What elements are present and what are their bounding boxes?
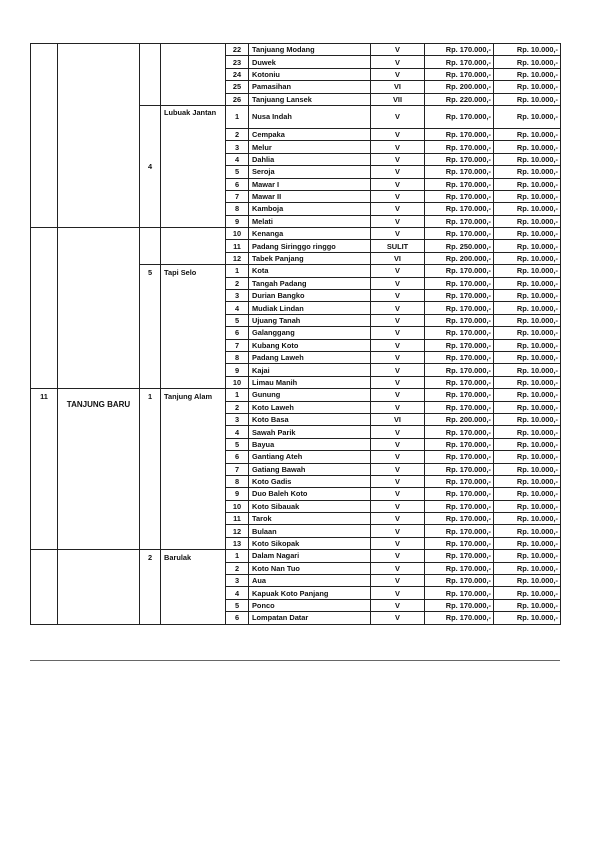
- fee-value: Rp. 170.000,-: [425, 463, 494, 475]
- cost-value: Rp. 10.000,-: [494, 550, 561, 562]
- row-number: 22: [226, 44, 249, 56]
- class-value: V: [371, 44, 425, 56]
- cost-value: Rp. 10.000,-: [494, 575, 561, 587]
- fee-value: Rp. 170.000,-: [425, 215, 494, 227]
- row-number: 9: [226, 215, 249, 227]
- fee-value: Rp. 170.000,-: [425, 550, 494, 562]
- fee-value: Rp. 170.000,-: [425, 389, 494, 401]
- fee-value: Rp. 170.000,-: [425, 575, 494, 587]
- row-number: 9: [226, 488, 249, 500]
- cost-value: Rp. 10.000,-: [494, 190, 561, 202]
- row-number: 8: [226, 203, 249, 215]
- class-value: V: [371, 351, 425, 363]
- fee-value: Rp. 200.000,-: [425, 252, 494, 264]
- village-name: Duo Baleh Koto: [249, 488, 371, 500]
- village-name: Mudiak Lindan: [249, 302, 371, 314]
- cost-value: Rp. 10.000,-: [494, 302, 561, 314]
- class-value: V: [371, 190, 425, 202]
- subdistrict-number: 4: [140, 105, 161, 227]
- row-number: 11: [226, 513, 249, 525]
- fee-value: Rp. 170.000,-: [425, 44, 494, 56]
- village-name: Padang Laweh: [249, 351, 371, 363]
- village-name: Mawar I: [249, 178, 371, 190]
- row-number: 2: [226, 401, 249, 413]
- row-number: 8: [226, 351, 249, 363]
- fee-value: Rp. 170.000,-: [425, 500, 494, 512]
- village-name: Tabek Panjang: [249, 252, 371, 264]
- class-value: V: [371, 438, 425, 450]
- row-number: 4: [226, 302, 249, 314]
- row-number: 6: [226, 178, 249, 190]
- cost-value: Rp. 10.000,-: [494, 401, 561, 413]
- cost-value: Rp. 10.000,-: [494, 525, 561, 537]
- class-value: V: [371, 228, 425, 240]
- village-name: Koto Basa: [249, 413, 371, 425]
- row-number: 6: [226, 612, 249, 624]
- row-number: 8: [226, 475, 249, 487]
- cost-value: Rp. 10.000,-: [494, 166, 561, 178]
- fee-value: Rp. 170.000,-: [425, 302, 494, 314]
- class-value: V: [371, 364, 425, 376]
- cost-value: Rp. 10.000,-: [494, 587, 561, 599]
- row-number: 5: [226, 314, 249, 326]
- fee-value: Rp. 170.000,-: [425, 401, 494, 413]
- row-number: 3: [226, 413, 249, 425]
- class-value: V: [371, 513, 425, 525]
- class-value: V: [371, 153, 425, 165]
- cost-value: Rp. 10.000,-: [494, 500, 561, 512]
- fee-value: Rp. 170.000,-: [425, 537, 494, 549]
- fee-value: Rp. 170.000,-: [425, 178, 494, 190]
- fee-value: Rp. 170.000,-: [425, 525, 494, 537]
- cost-value: Rp. 10.000,-: [494, 228, 561, 240]
- village-name: Melur: [249, 141, 371, 153]
- row-number: 13: [226, 537, 249, 549]
- village-name: Tangah Padang: [249, 277, 371, 289]
- subdistrict-name: Tanjung Alam: [161, 389, 226, 550]
- village-name: Aua: [249, 575, 371, 587]
- row-number: 3: [226, 575, 249, 587]
- village-name: Gatiang Bawah: [249, 463, 371, 475]
- fee-value: Rp. 170.000,-: [425, 190, 494, 202]
- row-number: 3: [226, 290, 249, 302]
- row-number: 10: [226, 500, 249, 512]
- class-value: VI: [371, 81, 425, 93]
- village-name: Mawar II: [249, 190, 371, 202]
- blank-cell: [31, 550, 58, 624]
- row-number: 1: [226, 550, 249, 562]
- village-name: Cempaka: [249, 128, 371, 140]
- fee-value: Rp. 170.000,-: [425, 376, 494, 388]
- blank-cell: [161, 228, 226, 265]
- village-name: Tanjuang Lansek: [249, 93, 371, 105]
- village-name: Kamboja: [249, 203, 371, 215]
- class-value: V: [371, 562, 425, 574]
- village-name: Koto Nan Tuo: [249, 562, 371, 574]
- row-number: 4: [226, 587, 249, 599]
- row-number: 10: [226, 228, 249, 240]
- class-value: V: [371, 451, 425, 463]
- fee-value: Rp. 170.000,-: [425, 364, 494, 376]
- class-value: V: [371, 475, 425, 487]
- class-value: V: [371, 290, 425, 302]
- cost-value: Rp. 10.000,-: [494, 178, 561, 190]
- village-name: Gunung: [249, 389, 371, 401]
- fee-value: Rp. 170.000,-: [425, 351, 494, 363]
- village-name: Limau Manih: [249, 376, 371, 388]
- cost-value: Rp. 10.000,-: [494, 44, 561, 56]
- row-number: 1: [226, 105, 249, 128]
- village-name: Sawah Parik: [249, 426, 371, 438]
- class-value: V: [371, 612, 425, 624]
- district-number: 11: [31, 389, 58, 550]
- cost-value: Rp. 10.000,-: [494, 376, 561, 388]
- cost-value: Rp. 10.000,-: [494, 203, 561, 215]
- cost-value: Rp. 10.000,-: [494, 451, 561, 463]
- class-value: V: [371, 265, 425, 277]
- blank-cell: [31, 44, 58, 228]
- fee-value: Rp. 200.000,-: [425, 413, 494, 425]
- fee-value: Rp. 170.000,-: [425, 587, 494, 599]
- cost-value: Rp. 10.000,-: [494, 537, 561, 549]
- table-row: [31, 389, 561, 401]
- fee-value: Rp. 170.000,-: [425, 105, 494, 128]
- class-value: V: [371, 550, 425, 562]
- village-name: Padang Siringgo ringgo: [249, 240, 371, 252]
- class-value: V: [371, 277, 425, 289]
- fee-value: Rp. 170.000,-: [425, 153, 494, 165]
- row-number: 6: [226, 327, 249, 339]
- cost-value: Rp. 10.000,-: [494, 81, 561, 93]
- cost-value: Rp. 10.000,-: [494, 475, 561, 487]
- fee-value: Rp. 170.000,-: [425, 488, 494, 500]
- table-row: [31, 550, 561, 562]
- cost-value: Rp. 10.000,-: [494, 351, 561, 363]
- cost-value: Rp. 10.000,-: [494, 488, 561, 500]
- village-name: Gantiang Ateh: [249, 451, 371, 463]
- village-name: Dahlia: [249, 153, 371, 165]
- cost-value: Rp. 10.000,-: [494, 252, 561, 264]
- class-value: V: [371, 166, 425, 178]
- fee-value: Rp. 220.000,-: [425, 93, 494, 105]
- village-name: Seroja: [249, 166, 371, 178]
- row-number: 10: [226, 376, 249, 388]
- village-name: Kajai: [249, 364, 371, 376]
- village-name: Koto Gadis: [249, 475, 371, 487]
- cost-value: Rp. 10.000,-: [494, 327, 561, 339]
- row-number: 2: [226, 277, 249, 289]
- bottom-rule: [30, 660, 560, 661]
- blank-cell: [140, 44, 161, 106]
- blank-cell: [58, 550, 140, 624]
- class-value: V: [371, 525, 425, 537]
- class-value: VII: [371, 93, 425, 105]
- class-value: V: [371, 68, 425, 80]
- row-number: 6: [226, 451, 249, 463]
- cost-value: Rp. 10.000,-: [494, 612, 561, 624]
- cost-value: Rp. 10.000,-: [494, 141, 561, 153]
- subdistrict-name: Tapi Selo: [161, 265, 226, 389]
- fee-value: Rp. 170.000,-: [425, 438, 494, 450]
- fee-value: Rp. 170.000,-: [425, 203, 494, 215]
- class-value: V: [371, 327, 425, 339]
- fee-value: Rp. 200.000,-: [425, 81, 494, 93]
- subdistrict-name: Barulak: [161, 550, 226, 624]
- row-number: 1: [226, 265, 249, 277]
- cost-value: Rp. 10.000,-: [494, 463, 561, 475]
- cost-value: Rp. 10.000,-: [494, 105, 561, 128]
- row-number: 23: [226, 56, 249, 68]
- blank-cell: [58, 44, 140, 228]
- class-value: V: [371, 215, 425, 227]
- cost-value: Rp. 10.000,-: [494, 265, 561, 277]
- cost-value: Rp. 10.000,-: [494, 364, 561, 376]
- row-number: 2: [226, 128, 249, 140]
- class-value: V: [371, 599, 425, 611]
- village-name: Kenanga: [249, 228, 371, 240]
- class-value: V: [371, 488, 425, 500]
- cost-value: Rp. 10.000,-: [494, 438, 561, 450]
- row-number: 7: [226, 190, 249, 202]
- fee-value: Rp. 170.000,-: [425, 128, 494, 140]
- fee-value: Rp. 170.000,-: [425, 599, 494, 611]
- fee-value: Rp. 170.000,-: [425, 56, 494, 68]
- row-number: 25: [226, 81, 249, 93]
- village-name: Kota: [249, 265, 371, 277]
- cost-value: Rp. 10.000,-: [494, 153, 561, 165]
- cost-value: Rp. 10.000,-: [494, 240, 561, 252]
- table-row: [31, 44, 561, 56]
- fee-value: Rp. 170.000,-: [425, 314, 494, 326]
- subdistrict-number: 5: [140, 265, 161, 389]
- village-name: Bayua: [249, 438, 371, 450]
- row-number: 4: [226, 426, 249, 438]
- row-number: 1: [226, 389, 249, 401]
- village-name: Dalam Nagari: [249, 550, 371, 562]
- cost-value: Rp. 10.000,-: [494, 339, 561, 351]
- class-value: V: [371, 203, 425, 215]
- village-name: Kapuak Koto Panjang: [249, 587, 371, 599]
- village-name: Kotoniu: [249, 68, 371, 80]
- village-name: Ponco: [249, 599, 371, 611]
- fee-value: Rp. 170.000,-: [425, 265, 494, 277]
- class-value: V: [371, 426, 425, 438]
- village-name: Tanjuang Modang: [249, 44, 371, 56]
- class-value: V: [371, 575, 425, 587]
- class-value: V: [371, 537, 425, 549]
- fee-value: Rp. 170.000,-: [425, 228, 494, 240]
- village-name: Koto Sikopak: [249, 537, 371, 549]
- cost-value: Rp. 10.000,-: [494, 314, 561, 326]
- class-value: V: [371, 56, 425, 68]
- blank-cell: [58, 228, 140, 389]
- cost-value: Rp. 10.000,-: [494, 215, 561, 227]
- table-body: [31, 44, 561, 625]
- cost-value: Rp. 10.000,-: [494, 413, 561, 425]
- class-value: VI: [371, 252, 425, 264]
- village-name: Tarok: [249, 513, 371, 525]
- class-value: V: [371, 302, 425, 314]
- class-value: VI: [371, 413, 425, 425]
- village-name: Melati: [249, 215, 371, 227]
- data-table: [30, 43, 561, 625]
- village-name: Galanggang: [249, 327, 371, 339]
- village-name: Durian Bangko: [249, 290, 371, 302]
- row-number: 12: [226, 252, 249, 264]
- cost-value: Rp. 10.000,-: [494, 56, 561, 68]
- fee-value: Rp. 170.000,-: [425, 426, 494, 438]
- class-value: V: [371, 376, 425, 388]
- fee-value: Rp. 170.000,-: [425, 475, 494, 487]
- class-value: V: [371, 105, 425, 128]
- row-number: 7: [226, 339, 249, 351]
- class-value: V: [371, 128, 425, 140]
- village-name: Duwek: [249, 56, 371, 68]
- row-number: 2: [226, 562, 249, 574]
- class-value: V: [371, 587, 425, 599]
- class-value: V: [371, 389, 425, 401]
- subdistrict-number: 1: [140, 389, 161, 550]
- cost-value: Rp. 10.000,-: [494, 128, 561, 140]
- cost-value: Rp. 10.000,-: [494, 389, 561, 401]
- fee-value: Rp. 170.000,-: [425, 327, 494, 339]
- fee-value: Rp. 170.000,-: [425, 562, 494, 574]
- row-number: 9: [226, 364, 249, 376]
- cost-value: Rp. 10.000,-: [494, 68, 561, 80]
- class-value: V: [371, 314, 425, 326]
- blank-cell: [31, 228, 58, 389]
- village-name: Lompatan Datar: [249, 612, 371, 624]
- fee-value: Rp. 170.000,-: [425, 339, 494, 351]
- class-value: V: [371, 500, 425, 512]
- row-number: 24: [226, 68, 249, 80]
- fee-value: Rp. 170.000,-: [425, 277, 494, 289]
- blank-cell: [140, 228, 161, 265]
- district-name: TANJUNG BARU: [58, 389, 140, 550]
- cost-value: Rp. 10.000,-: [494, 277, 561, 289]
- row-number: 12: [226, 525, 249, 537]
- village-name: Koto Sibauak: [249, 500, 371, 512]
- blank-cell: [161, 44, 226, 106]
- fee-value: Rp. 170.000,-: [425, 513, 494, 525]
- village-name: Pamasihan: [249, 81, 371, 93]
- class-value: V: [371, 339, 425, 351]
- fee-value: Rp. 170.000,-: [425, 166, 494, 178]
- fee-value: Rp. 170.000,-: [425, 612, 494, 624]
- row-number: 7: [226, 463, 249, 475]
- subdistrict-name: Lubuak Jantan: [161, 105, 226, 227]
- class-value: V: [371, 401, 425, 413]
- cost-value: Rp. 10.000,-: [494, 562, 561, 574]
- fee-value: Rp. 170.000,-: [425, 68, 494, 80]
- village-name: Koto Laweh: [249, 401, 371, 413]
- cost-value: Rp. 10.000,-: [494, 426, 561, 438]
- cost-value: Rp. 10.000,-: [494, 93, 561, 105]
- row-number: 5: [226, 599, 249, 611]
- cost-value: Rp. 10.000,-: [494, 513, 561, 525]
- fee-value: Rp. 170.000,-: [425, 141, 494, 153]
- class-value: V: [371, 463, 425, 475]
- fee-value: Rp. 170.000,-: [425, 290, 494, 302]
- row-number: 11: [226, 240, 249, 252]
- row-number: 26: [226, 93, 249, 105]
- table-row: [31, 228, 561, 240]
- cost-value: Rp. 10.000,-: [494, 599, 561, 611]
- class-value: V: [371, 141, 425, 153]
- row-number: 5: [226, 438, 249, 450]
- class-value: SULIT: [371, 240, 425, 252]
- village-name: Ujuang Tanah: [249, 314, 371, 326]
- village-name: Bulaan: [249, 525, 371, 537]
- subdistrict-number: 2: [140, 550, 161, 624]
- fee-value: Rp. 250.000,-: [425, 240, 494, 252]
- fee-value: Rp. 170.000,-: [425, 451, 494, 463]
- village-name: Kubang Koto: [249, 339, 371, 351]
- row-number: 3: [226, 141, 249, 153]
- row-number: 5: [226, 166, 249, 178]
- row-number: 4: [226, 153, 249, 165]
- cost-value: Rp. 10.000,-: [494, 290, 561, 302]
- class-value: V: [371, 178, 425, 190]
- village-name: Nusa Indah: [249, 105, 371, 128]
